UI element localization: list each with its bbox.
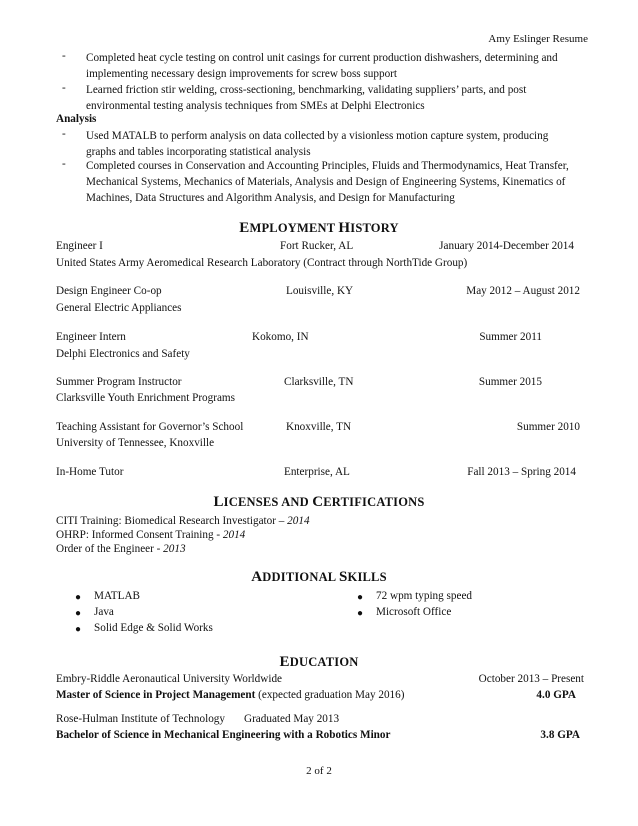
skill-item: MATLAB (94, 590, 140, 602)
job-row: Engineer Intern Kokomo, IN Summer 2011 (56, 331, 542, 343)
license-item: OHRP: Informed Consent Training - 2014 (56, 529, 246, 541)
bullet-dash: - (62, 158, 66, 170)
section-heading-licenses: LICENSES AND CERTIFICATIONS (213, 494, 425, 510)
bullet-dot-icon: ● (357, 608, 364, 619)
bullet-dash: - (62, 128, 66, 140)
page-number: 2 of 2 (306, 765, 332, 777)
bullet-dot-icon: ● (75, 592, 82, 603)
resume-header-name: Amy Eslinger Resume (488, 33, 588, 45)
bullet-text: Completed courses in Conservation and Accounting Principles, Fluids and Thermodynamics, Heat Transfer, Mechanical Systems, Mechanics of Materials, Analysis and Design of Engineering Systems, Kinematics of Machines, Data Structures and Algorithm Analysis, and Design for Manufacturing (86, 160, 569, 204)
education-row: Embry-Riddle Aeronautical University Worldwide October 2013 – Present (56, 673, 584, 685)
license-item: Order of the Engineer - 2013 (56, 543, 186, 555)
section-heading-employment: EMPLOYMENT HISTORY (239, 220, 399, 236)
job-row: Teaching Assistant for Governor’s School Knoxville, TN Summer 2010 (56, 421, 580, 433)
job-row: In-Home Tutor Enterprise, AL Fall 2013 – Spring 2014 (56, 466, 576, 478)
bullet-dot-icon: ● (75, 608, 82, 619)
bullet-dash: - (62, 50, 66, 62)
job-row: Engineer I Fort Rucker, AL January 2014-December 2014 (56, 240, 574, 252)
education-degree-row: Bachelor of Science in Mechanical Engineering with a Robotics Minor 3.8 GPA (56, 729, 580, 741)
bullet-dot-icon: ● (357, 592, 364, 603)
skill-item: Microsoft Office (376, 606, 452, 618)
license-item: CITI Training: Biomedical Research Investigator – 2014 (56, 515, 310, 527)
skill-item: Solid Edge & Solid Works (94, 622, 213, 634)
job-row: Design Engineer Co-op Louisville, KY May 2012 – August 2012 (56, 285, 580, 297)
skill-item: 72 wpm typing speed (376, 590, 473, 602)
job-row: Summer Program Instructor Clarksville, TN Summer 2015 (56, 376, 542, 388)
bullet-text: Learned friction stir welding, cross-sectioning, benchmarking, validating suppliers’ parts, and post environmental testing analysis techniques from SMEs at Delphi Electronics (86, 84, 527, 112)
bullet-dash: - (62, 82, 66, 94)
job-org: University of Tennessee, Knoxville (56, 437, 215, 449)
skill-item: Java (94, 606, 114, 618)
job-org: United States Army Aeromedical Research Laboratory (Contract through NorthTide Group) (56, 257, 468, 269)
bullet-dot-icon: ● (75, 624, 82, 635)
job-org: Clarksville Youth Enrichment Programs (56, 392, 235, 404)
bullet-text: Completed heat cycle testing on control unit casings for current production dishwashers, determining and implementing necessary design improvements for screw boss support (86, 52, 558, 80)
analysis-title: Analysis (56, 113, 97, 125)
education-degree-row: Master of Science in Project Management (expected graduation May 2016) 4.0 GPA (56, 689, 576, 701)
section-heading-education: EDUCATION (279, 654, 359, 670)
job-org: General Electric Appliances (56, 302, 182, 314)
bullet-text: Used MATALB to perform analysis on data collected by a visionless motion capture system, producing graphs and tables incorporating statistical analysis (86, 130, 549, 158)
section-heading-skills: ADDITIONAL SKILLS (251, 569, 387, 585)
job-org: Delphi Electronics and Safety (56, 348, 190, 360)
education-row: Rose-Hulman Institute of Technology Graduated May 2013 (56, 713, 340, 725)
